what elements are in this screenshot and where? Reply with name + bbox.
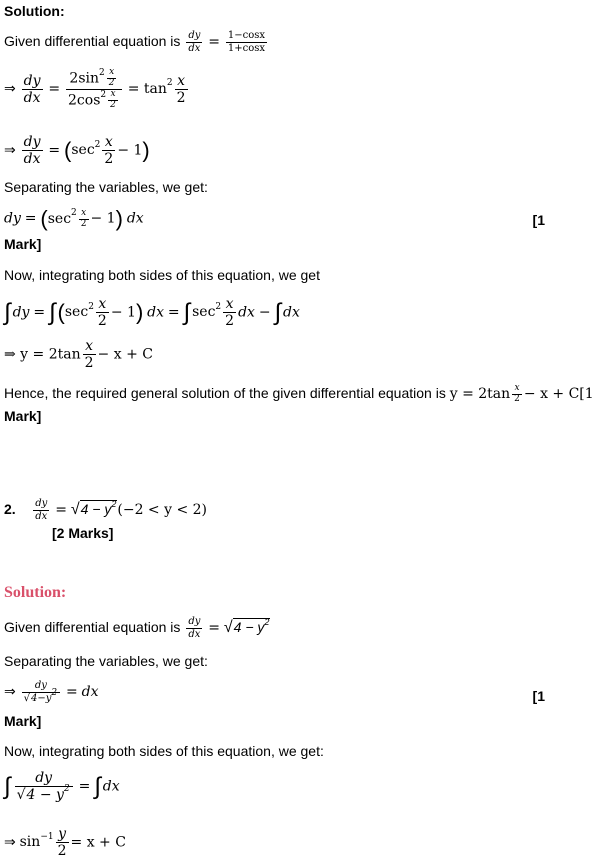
sol2-mark-a: [1 xyxy=(532,688,545,704)
q2-condition: (−2 < y < 2) xyxy=(117,502,208,519)
conclusion-tail: − x + C[1 xyxy=(523,386,594,403)
separate-label xyxy=(4,178,561,196)
given-text: Given differential equation is xyxy=(4,33,181,50)
conclusion-mark xyxy=(4,407,561,425)
mark-label-1b xyxy=(4,235,561,253)
step2-dydx: $\frac{dy}{dx}$ xyxy=(23,134,41,168)
result-equation: ⇒ y = 2tan $\frac{x}{2}$ − x + C xyxy=(4,338,153,372)
solution-2-heading-text: Solution: xyxy=(4,584,67,601)
sol2-mark-b xyxy=(4,712,561,730)
result-tail: − x + C xyxy=(97,346,153,363)
question-2-marks-text: [2 Marks] xyxy=(52,525,114,541)
sol2-separated-equation: ⇒ $\frac{dy}{√4-y^2}$ = dx xyxy=(4,680,99,704)
question-number: 2. xyxy=(4,501,16,518)
step1-equation: ⇒ $\frac{dy}{dx}$ = $2\sin^2$ $\frac{x}{2}$ $2\cos^2$ $\frac{x}{2}$ = $\tan^2$ $\frac{x}{2}$ xyxy=(4,67,186,110)
step1-rhs: = tan xyxy=(127,80,167,97)
sol2-separate-label-text: Separating the variables, we get: xyxy=(4,653,208,669)
solution-heading xyxy=(4,2,561,20)
conclusion-text: Hence, the required general solution of the given differential equation is xyxy=(4,385,446,402)
solution-heading-text: Solution: xyxy=(4,3,65,19)
given-dydx: $\frac{dy}{dx}$ xyxy=(188,30,201,54)
sol2-given-text: Given differential equation is xyxy=(4,619,181,636)
sol2-integral-equation: ∫ $\frac{dy}{√4 - y^2}$ = ∫ dx xyxy=(4,770,120,804)
separated-equation: dy = ($\sec^2$ $\frac{x}{2}$ − 1) dx xyxy=(4,206,144,231)
conclusion-line: Hence, the required general solution of the given differential equation is y = 2tan $\frac{x}{2}$ − x + C[1 xyxy=(4,383,594,404)
question-2: 2. $\frac{dy}{dx}$ = $√4 - y^2(-2 < y < 2)$ xyxy=(4,498,208,522)
integrate-label xyxy=(4,266,561,284)
conclusion-mark-text: Mark] xyxy=(4,408,42,424)
given-equation-line: Given differential equation is $\frac{dy}{dx}$ = $\frac{1-\cos x}{1+\cos x}$ xyxy=(4,30,266,54)
q2-dydx: $\frac{dy}{dx}$ xyxy=(35,498,48,522)
question-2-marks xyxy=(52,524,561,542)
sol2-integrate-label-text: Now, integrating both sides of this equation, we get: xyxy=(4,743,324,759)
sol2-final-rhs: = x + C xyxy=(70,834,126,851)
given-rhs: $\frac{1-\cos x}{1+\cos x}$ xyxy=(227,30,266,54)
result-line: ⇒ y = 2tan xyxy=(4,346,81,363)
step1-dydx: $\frac{dy}{dx}$ xyxy=(23,72,41,106)
sol2-mark-b-text: Mark] xyxy=(4,713,42,729)
integrate-label-text: Now, integrating both sides of this equation, we get xyxy=(4,267,320,283)
separate-label-text: Separating the variables, we get: xyxy=(4,179,208,195)
mark-label-1b-text: Mark] xyxy=(4,236,42,252)
mark-label-1a: [1 xyxy=(532,212,545,228)
sol2-final-equation: ⇒ $\sin^{-1}$ $\frac{y}{2}$ = x + C xyxy=(4,826,126,859)
sol2-given-line: Given differential equation is $\frac{dy}{dx}$ = $√4 - y^2$ xyxy=(4,616,270,640)
step2-equation: ⇒ $\frac{dy}{dx}$ = ($\sec^2$ $\frac{x}{2}$ − 1) xyxy=(4,134,150,168)
conclusion-eq: y = 2tan xyxy=(449,386,511,403)
step1-rhs-frac: $\frac{x}{2}$ xyxy=(176,72,186,106)
sol2-integrate-label xyxy=(4,742,561,760)
sol2-separate-label xyxy=(4,652,561,670)
q2-sqrt: $√4 - y^2$ xyxy=(70,498,117,519)
step1-frac: $2\sin^2$ $\frac{x}{2}$ $2\cos^2$ $\frac{x}{2}$ xyxy=(66,68,122,111)
solution-2-heading xyxy=(4,584,561,602)
integral-equation: ∫ dy = $\int(\sec^2$ $\frac{x}{2}$ − 1) dx = ∫ $\sec^2$ $\frac{x}{2}$ dx − ∫ dx xyxy=(4,296,300,330)
